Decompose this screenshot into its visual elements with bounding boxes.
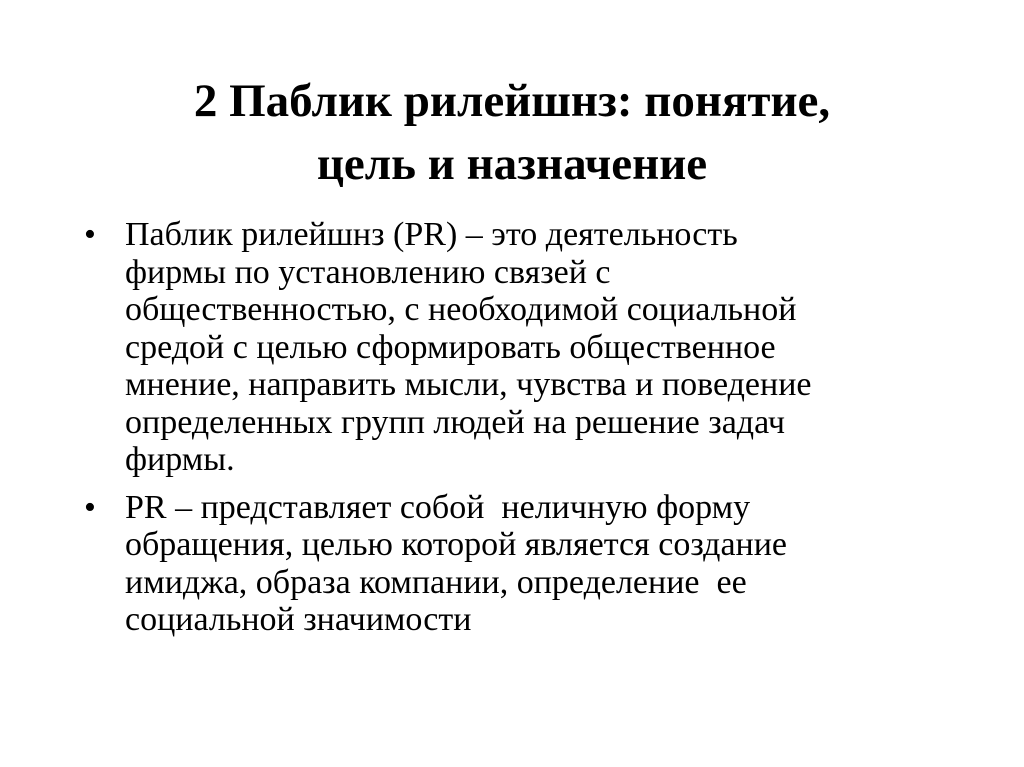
bullet-2-line-1: PR – представляет собой неличную форму (125, 488, 751, 526)
bullet-dot-icon: • (84, 216, 96, 253)
bullet-1-line-4: средой с целью сформировать общественное (125, 328, 776, 366)
bullet-2-line-4: социальной значимости (125, 601, 472, 638)
slide-title-line-2: цель и назначение (316, 138, 708, 190)
bullet-1-line-6: определенных групп людей на решение задач (125, 403, 785, 441)
bullet-1-line-3: общественностью, с необходимой социальной (125, 291, 797, 328)
bullet-1-line-2: фирмы по установлению связей с (125, 253, 611, 291)
bullet-item-pr-form (84, 489, 984, 639)
bullet-list (84, 216, 984, 649)
bullet-2-line-3: имиджа, образа компании, определение ее (125, 563, 747, 601)
slide-title (0, 70, 1024, 196)
bullet-1-line-7: фирмы. (125, 441, 235, 478)
bullet-item-pr-definition (84, 216, 984, 479)
bullet-1-line-1: Паблик рилейшнз (PR) – это деятельность (125, 216, 738, 253)
bullet-1-line-5: мнение, направить мысли, чувства и поведение (125, 366, 812, 403)
bullet-dot-icon: • (84, 488, 96, 526)
slide-title-line-1: 2 Паблик рилейшнз: понятие, (193, 75, 831, 127)
bullet-2-line-2: обращения, целью которой является создание (125, 526, 788, 563)
